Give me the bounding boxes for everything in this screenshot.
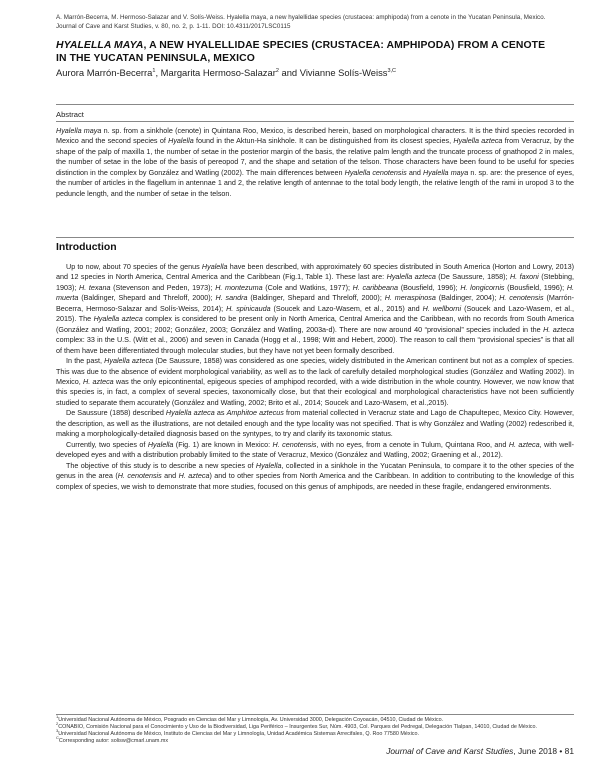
footnotes [56,714,574,745]
introduction-heading: Introduction [56,242,117,253]
abstract-body: Hyalella maya n. sp. from a sinkhole (cenote) in Quintana Roo, Mexico, is described herein, based on morphological characters. It is the third species recorded in Mexico and the second species of Hyalella found in the Aktun-Ha sinkhole. It can be distinguished from its closest species, Hyalella azteca from Veracruz, by the shape of the palp of maxilla 1, the number of setae in the posterior margin of the basis, the relative palm length and the truncate process of gnathopod 2 in males, the number of setae in the lobe of the basis of pereopod 7, and the shape and setation of the telson. Those characters have been found to be useful for species distinction in the complex by González and Watling (2002). The main differences between Hyalella cenotensis and Hyalella maya n. sp. are: the presence of eyes, the number of articles in the flagellum in antennae 1 and 2, the relative length of antennae to the total body length, the relative length of the rami in uropod 3 to the peduncle length, and the number of setae in the telson. [56,126,574,198]
page-number: 81 [564,746,574,756]
footer-date: , June 2018 [513,746,558,756]
intro-paragraph-2: In the past, Hyalella azteca (De Saussure, 1858) was considered as one species, widely distributed in the American continent but not as a complex of species. This was due to the absence of evident morphological variability, as well as to the lack of carefully detailed morphological studies (González and Watling 2002). In Mexico, H. azteca was the only epicontinental, epigeous species of amphipod recorded, with a wide distribution in the whole country. However, we now know that this species is, in fact, a complex of several species, taxonomically close, but that their ecological and morphological characteristics have not been sufficiently studied to separate them accurately (González and Watling, 2002; Brito et al., 2014; Soucek and Lazo-Wasem, et al.,2015). [56,356,575,407]
intro-paragraph-5: The objective of this study is to describe a new species of Hyalella, collected in a sinkhole in the Yucatan Peninsula, to compare it to the other species of the genus in the area (H. cenotensis and H. azteca) and to other species from North America and the Caribbean. In addition to contributing to the knowledge of this complex of species, we wish to demonstrate that more studies, focused on this genus of amphipods, are needed in these fragile, endangered environments. [56,460,574,491]
abstract-bottom-rule [56,237,574,238]
abstract-heading-rule [56,121,574,122]
title-species-name: HYALELLA MAYA [56,40,144,51]
introduction-body [56,262,574,492]
author-affiliation-mark: 1 [152,67,156,74]
footer-journal: Journal of Cave and Karst Studies [386,746,514,756]
species-name: Hyalella cenotensis [344,167,407,177]
footnote-item: $^2$CONABIO, Comisión Nacional para el Conocimiento y Uso de la Biodiversidad, Liga Periférico – Insurgentes Sur, Núm. 4903, Col. Parques del Pedregal, Delegación Tlalpan, 14010, Ciudad de México. [56,721,537,731]
author-affiliation-mark: 2 [275,67,279,74]
intro-paragraph-4: Currently, two species of Hyalella (Fig. 1) are known in Mexico: H. cenotensis, with no eyes, from a cenote in Tulum, Quintana Roo, and H. azteca, with well-developed eyes and with a distribution probably limited to the state of Veracruz, Mexico (González and Watling, 2002; Graening et al., 2012). [56,439,574,460]
species-name: Hyalella azteca [453,136,503,146]
author-name: Vivianne Solís-Weiss [299,67,388,78]
species-name: Hyalella maya [422,167,469,177]
author-list [56,67,556,79]
author-separator: , [155,67,161,78]
genus-name: Hyalella [168,136,194,146]
author-separator: and [278,67,300,78]
footnote-item: $^3$Universidad Nacional Autónoma de México, Instituto de Ciencias del Mar y Limnología, Unidad Académica Sistemas Arrecifales, Q. Roo 77580 México. [56,728,419,738]
intro-paragraph-1: Up to now, about 70 species of the genus Hyalella have been described, with approximately 60 species distributed in South America (Horton and Lowry, 2013) and 12 species in North America, Central America and the Caribbean (Fig.1, Table 1). These last are: Hyalella azteca (De Saussure, 1858); H. faxoni (Stebbing, 1903); H. texana (Stevenson and Peden, 1973); H. montezuma (Cole and Watkins, 1977); H. caribbeana (Bousfield, 1996); H. longicornis (Bousfield, 1996); H. muerta (Baldinger, Shepard and Threloff, 2000); H. sandra (Baldinger, Shepard and Threloff, 2000); H. meraspinosa (Baldinger, 2004); H. cenotensis (Marrón-Becerra, Hermoso-Salazar and Solís-Weiss, 2014); H. spinicauda (Soucek and Lazo-Wasem, et al., 2015) and H. wellborni (Soucek and Lazo-Wasem, et al., 2015). The Hyalella azteca complex is considered to be present only in North America, Central America and the Caribbean, with no records from South America (González and Watling, 2001; 2002; González, 2003; González and Watling, 2003a-d). There are now around 40 “provisional” species included in the H. azteca complex: 33 in the U.S. (Witt et al., 2006) and seven in Canada (Hogg et al., 1998; Witt and Hebert, 2000). The reason to call them “provisional species” is that all of them have been differentiated through molecular studies, but they have not yet been formally described. [56,262,575,355]
abstract-heading: Abstract [56,110,84,119]
footnote-rule [56,714,574,715]
abstract-top-rule [56,104,574,105]
author-name: Aurora Marrón-Becerra [56,67,153,78]
paper-title [56,39,556,65]
running-head: A. Marrón-Becerra, M. Hermoso-Salazar and V. Solís-Weiss. Hyalella maya, a new hyalellidae species (crustacea: amphipoda) from a cenote in the Yucatan Peninsula, Mexico. Journal of Cave and Karst Studies, v. 80, no. 2, p. 1-11. DOI: 10.4311/2017LSC0115 [56,14,546,30]
intro-paragraph-3: De Saussure (1858) described Hyalella azteca as Amphitoe aztecus from material collected in Veracruz state and Lago de Chapultepec, Mexico City. However, the description, as well as the illustrations, are not detailed enough and the type locality was not specified. That is why González and Watling (2002) redescribed it, making a morphologically-detailed diagnosis based on the syntypes, to try and clarify its taxonomic status. [56,408,574,439]
footnote-item: $^C$Corresponding autor: solisw@cmarl.unam.mx [56,735,169,745]
footnote-item: $^1$Universidad Nacional Autónoma de México, Posgrado en Ciencias del Mar y Limnología, Av. Universidad 3000, Delegación Coyoacán, 04510, Ciudad de México. [56,714,444,723]
footer-separator: • [557,746,565,756]
title-rest: , A NEW HYALELLIDAE SPECIES (CRUSTACEA: AMPHIPODA) FROM A CENOTE IN THE YUCATAN PENINSULA, MEXICO [56,40,546,64]
author-name: Margarita Hermoso-Salazar [160,67,276,78]
author-affiliation-mark: 3,C [387,67,397,74]
species-name: Hyalella maya [56,126,102,135]
page-footer [56,746,574,756]
